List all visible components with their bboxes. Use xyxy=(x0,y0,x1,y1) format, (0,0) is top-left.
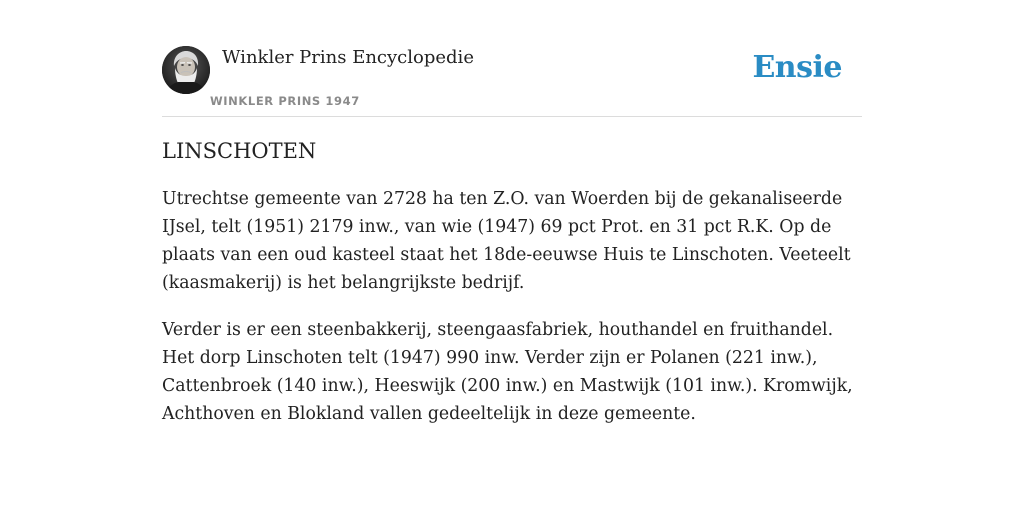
edition-label: WINKLER PRINS 1947 xyxy=(210,94,360,108)
article-paragraph: Utrechtse gemeente van 2728 ha ten Z.O. van Woerden bij de gekanaliseerde IJsel, telt (1951) 2179 inw., van wie (1947) 69 pct Prot. en 31 pct R.K. Op de plaats van een oud kasteel staat het 18de-eeuwse Huis te Linschoten. Veeteelt (kaasmakerij) is het belangrijkste bedrijf. xyxy=(162,189,851,293)
page-header xyxy=(162,46,862,117)
site-title[interactable]: Winkler Prins Encyclopedie xyxy=(222,47,474,68)
author-avatar[interactable] xyxy=(162,46,210,94)
article-paragraph: Verder is er een steenbakkerij, steengaasfabriek, houthandel en fruithandel. Het dorp Linschoten telt (1947) 990 inw. Verder zijn er Polanen (221 inw.), Cattenbroek (140 inw.), Heeswijk (200 inw.) en Mastwijk (101 inw.). Kromwijk, Achthoven en Blokland vallen gedeeltelijk in deze gemeente. xyxy=(162,320,853,424)
bearded-man-portrait-icon xyxy=(162,46,210,94)
article-title: LINSCHOTEN xyxy=(162,139,317,163)
article xyxy=(162,139,862,447)
brand-logo[interactable]: Ensie xyxy=(752,50,842,85)
